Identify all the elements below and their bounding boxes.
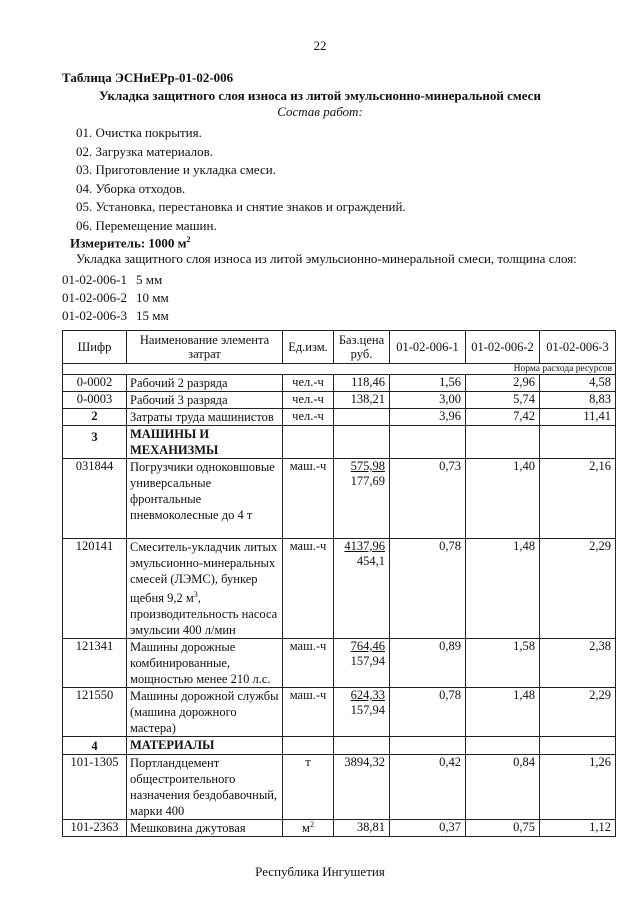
table-title: Укладка защитного слоя износа из литой эмульсионно-минеральной смеси xyxy=(99,88,541,103)
table-header-row xyxy=(63,331,616,364)
variant-item: 01-02-006-3 15 мм xyxy=(62,308,169,323)
header-name: Наименование элемента затрат xyxy=(127,331,283,364)
variants-list xyxy=(62,271,169,325)
work-item: 04. Уборка отходов. xyxy=(76,180,186,196)
materials-section-row: 4 МАТЕРИАЛЫ xyxy=(63,737,616,755)
header-col2: 01-02-006-2 xyxy=(466,331,540,364)
table-row: 031844 Погрузчики одноковшовые универсальные фронтальные пневмоколесные до 4 т маш.-ч 575,98 177,69 0,73 1,40 2,16 xyxy=(63,459,616,539)
machines-section-row: 3 МАШИНЫ И МЕХАНИЗМЫ xyxy=(63,426,616,459)
variant-item: 01-02-006-1 5 мм xyxy=(62,272,163,287)
works-subtitle: Состав работ: xyxy=(277,104,363,119)
work-item: 02. Загрузка материалов. xyxy=(76,143,213,159)
norm-label-row xyxy=(63,364,616,375)
table-id: Таблица ЭСНиЕРр-01-02-006 xyxy=(62,70,234,85)
variant-item: 01-02-006-2 10 мм xyxy=(62,290,169,305)
footer-region: Республика Ингушетия xyxy=(255,864,385,879)
header-col3: 01-02-006-3 xyxy=(540,331,616,364)
work-item: 01. Очистка покрытия. xyxy=(76,125,202,140)
meter-label: Измеритель: 1000 $м^2$ xyxy=(70,235,191,251)
header-price: Баз.цена руб. xyxy=(334,331,390,364)
table-row: 0-0003 Рабочий 3 разряда чел.-ч 138,21 3,00 5,74 8,83 xyxy=(63,392,616,409)
description: Укладка защитного слоя износа из литой эмульсионно-минеральной смеси, толщина слоя: xyxy=(76,251,577,266)
works-list xyxy=(76,124,406,235)
resources-table xyxy=(62,330,616,837)
table-row: 0-0002 Рабочий 2 разряда чел.-ч 118,46 1,56 2,96 4,58 xyxy=(63,375,616,392)
work-item: 03. Приготовление и укладка смеси. xyxy=(76,162,276,177)
table-row: 120141 Смеситель-укладчик литых эмульсионно-минеральных смесей (ЛЭМС), бункер щебня 9,2 $м^3$, производительность насоса эмульсии 400 л/мин маш.-ч 4137,96 454,1 0,78 1,48 2,29 xyxy=(63,539,616,639)
table-row: 121341 Машины дорожные комбинированные, мощностью менее 210 л.с. маш.-ч 764,46 157,94 0,89 1,58 2,38 xyxy=(63,639,616,688)
table-row: 2 Затраты труда машинистов чел.-ч 3,96 7,42 11,41 xyxy=(63,409,616,426)
header-unit: Ед.изм. xyxy=(283,331,334,364)
work-item: 05. Установка, перестановка и снятие знаков и ограждений. xyxy=(76,199,406,214)
table-row: 101-1305 Портландцемент общестроительного назначения бездобавочный, марки 400 т 3894,32 0,42 0,84 1,26 xyxy=(63,755,616,820)
norm-label: Норма расхода ресурсов xyxy=(63,364,616,375)
page-number: 22 xyxy=(313,38,327,53)
table-row: 121550 Машины дорожной службы (машина дорожного мастера) маш.-ч 624,33 157,94 0,78 1,48 2,29 xyxy=(63,688,616,737)
header-code: Шифр xyxy=(63,331,127,364)
header-col1: 01-02-006-1 xyxy=(390,331,466,364)
work-item: 06. Перемещение машин. xyxy=(76,217,217,233)
table-row: 101-2363 Мешковина джутовая $м^2$ 38,81 0,37 0,75 1,12 xyxy=(63,820,616,837)
